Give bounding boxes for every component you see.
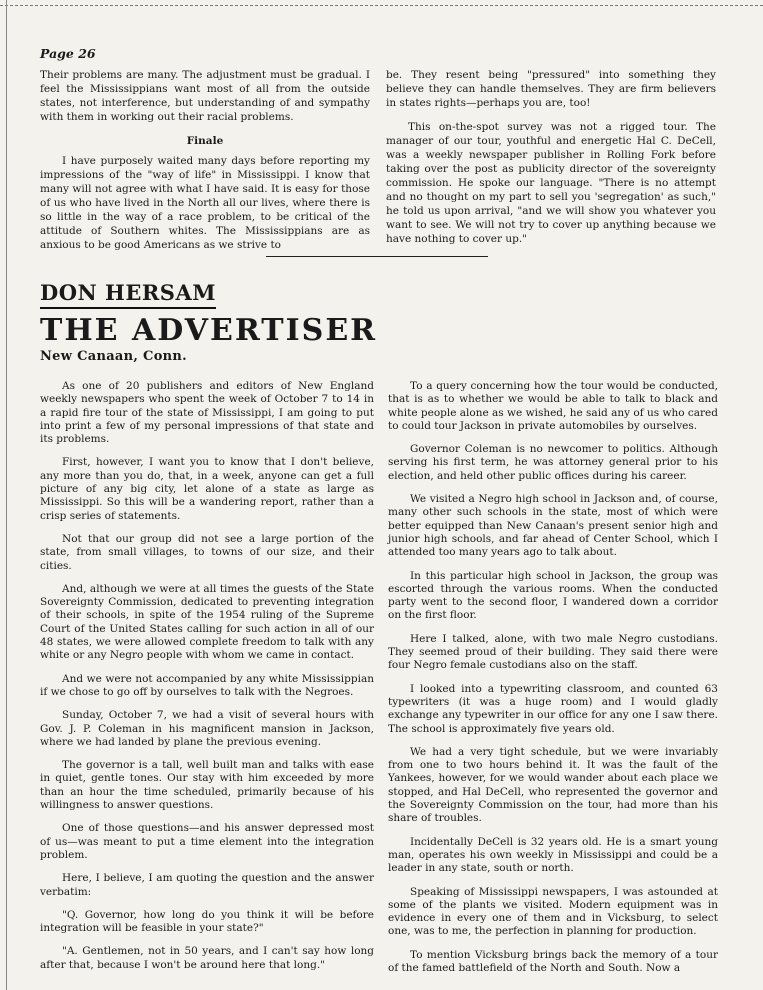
article-left-column xyxy=(40,380,374,982)
paragraph: I looked into a typewriting classroom, and counted 63 typewriters (it was a huge room) and I would gladly exchange any typewriter in our office for any one I saw there. The school is approximately five years old. xyxy=(388,682,718,735)
paragraph: And, although we were at all times the guests of the State Sovereignty Commission, dedicated to preventing integration of their schools, in spite of the 1954 ruling of the Supreme Court of the United States calling for such action in all of our 48 states, we were allowed complete freedom to talk with any white or any Negro people with whom we came in contact. xyxy=(40,582,374,662)
paragraph: We visited a Negro high school in Jackson and, of course, many other such schools in the state, most of which were better equipped than New Canaan's present senior high and junior high schools, and far ahead of Center School, which I attended too many years ago to talk about. xyxy=(388,493,718,559)
left-page-edge xyxy=(6,0,7,990)
paragraph: The governor is a tall, well built man and talks with ease in quiet, gentle tones. Our stay with him exceeded by more than an hour the time scheduled, primarily because of his willingness to answer questions. xyxy=(40,759,374,812)
paragraph: be. They resent being "pressured" into something they believe they can handle themselves. They are firm believers in states rights—perhaps you are, too! xyxy=(386,69,716,109)
paragraph: In this particular high school in Jackson, the group was escorted through the various rooms. When the conducted party went to the second floor, I wandered down a corridor on the first floor. xyxy=(388,569,718,622)
section-divider xyxy=(266,256,488,257)
paragraph: Not that our group did not see a large portion of the state, from small villages, to towns of our size, and their cities. xyxy=(40,532,374,572)
paragraph: First, however, I want you to know that I don't believe, any more than you do, that, in a week, anyone can get a full picture of any big city, let alone of a state as large as Mississippi. So this will be a wandering report, rather than a crisp series of statements. xyxy=(40,456,374,522)
paragraph: As one of 20 publishers and editors of New England weekly newspapers who spent the week of October 7 to 14 in a rapid fire tour of the state of Mississippi, I am going to put into print a few of my personal impressions of that state and its problems. xyxy=(40,380,374,446)
author-byline: DON HERSAM xyxy=(40,280,216,309)
paragraph: "Q. Governor, how long do you think it will be before integration will be feasible in your state?" xyxy=(40,908,374,935)
newspaper-location: New Canaan, Conn. xyxy=(40,349,187,364)
previous-article-right-column xyxy=(386,68,716,256)
page-number: Page 26 xyxy=(40,46,96,61)
paragraph: Here I talked, alone, with two male Negro custodians. They seemed proud of their building. They said there were four Negro female custodians also on the staff. xyxy=(388,632,718,672)
top-page-edge xyxy=(0,0,763,6)
paragraph: To a query concerning how the tour would be conducted, that is as to whether we would be able to talk to black and white people alone as we wished, he said any of us who cared to could tour Jackson in private automobiles by ourselves. xyxy=(388,380,718,432)
newspaper-masthead: THE ADVERTISER xyxy=(40,313,378,348)
paragraph: To mention Vicksburg brings back the memory of a tour of the famed battlefield of the North and South. Now a xyxy=(388,948,718,974)
paragraph: And we were not accompanied by any white Mississippian if we chose to go off by ourselves to talk with the Negroes. xyxy=(40,672,374,698)
paragraph: We had a very tight schedule, but we were invariably from one to two hours behind it. It was the fault of the Yankees, however, for we would wander about each place we stopped, and Hal DeCell, who represented the governor and the Sovereignty Commission on the tour, had more than his share of troubles. xyxy=(388,745,718,825)
paragraph: One of those questions—and his answer depressed most of us—was meant to put a time element into the integration problem. xyxy=(40,822,374,861)
article-right-column xyxy=(388,380,718,985)
paragraph: "A. Gentlemen, not in 50 years, and I can't say how long after that, because I won't be around here that long." xyxy=(40,945,374,971)
section-heading-finale: Finale xyxy=(186,135,224,147)
paragraph: This on-the-spot survey was not a rigged tour. The manager of our tour, youthful and energetic Hal C. DeCell, was a weekly newspaper publisher in Rolling Fork before taking over the post as publicity director of the sovereignty commission. He spoke our language. "There is no attempt and no thought on my part to sell you 'segregation' as such," he told us upon arrival, "and we will show you whatever you want to see. We will not try to cover up anything because we have nothing to cover up." xyxy=(386,121,716,245)
paragraph: Sunday, October 7, we had a visit of several hours with Gov. J. P. Coleman in his magnificent mansion in Jackson, where we had landed by plane the previous evening. xyxy=(40,709,374,748)
paragraph: I have purposely waited many days before reporting my impressions of the "way of life" in Mississippi. I know that many will not agree with what I have said. It is easy for those of us who have lived in the North all our lives, where there is so little in the way of a race problem, to be critical of the attitude of Southern whites. The Mississippians are as anxious to be good Americans as we strive to xyxy=(40,155,370,251)
paragraph: Speaking of Mississippi newspapers, I was astounded at some of the plants we visited. Modern equipment was in evidence in every one of them and in Vicksburg, to select one, was to me, the perfection in planning for production. xyxy=(388,885,718,938)
paragraph: Governor Coleman is no newcomer to politics. Although serving his first term, he was attorney general prior to his election, and held other public offices during his career. xyxy=(388,443,718,482)
previous-article-left-column xyxy=(40,68,370,262)
paragraph: Their problems are many. The adjustment must be gradual. I feel the Mississippians want most of all from the outside states, not interference, but understanding of and sympathy with them in working out their racial problems. xyxy=(40,69,370,123)
paragraph: Incidentally DeCell is 32 years old. He is a smart young man, operates his own weekly in Mississippi and could be a leader in any state, south or north. xyxy=(388,835,718,875)
paragraph: Here, I believe, I am quoting the question and the answer verbatim: xyxy=(40,872,374,898)
